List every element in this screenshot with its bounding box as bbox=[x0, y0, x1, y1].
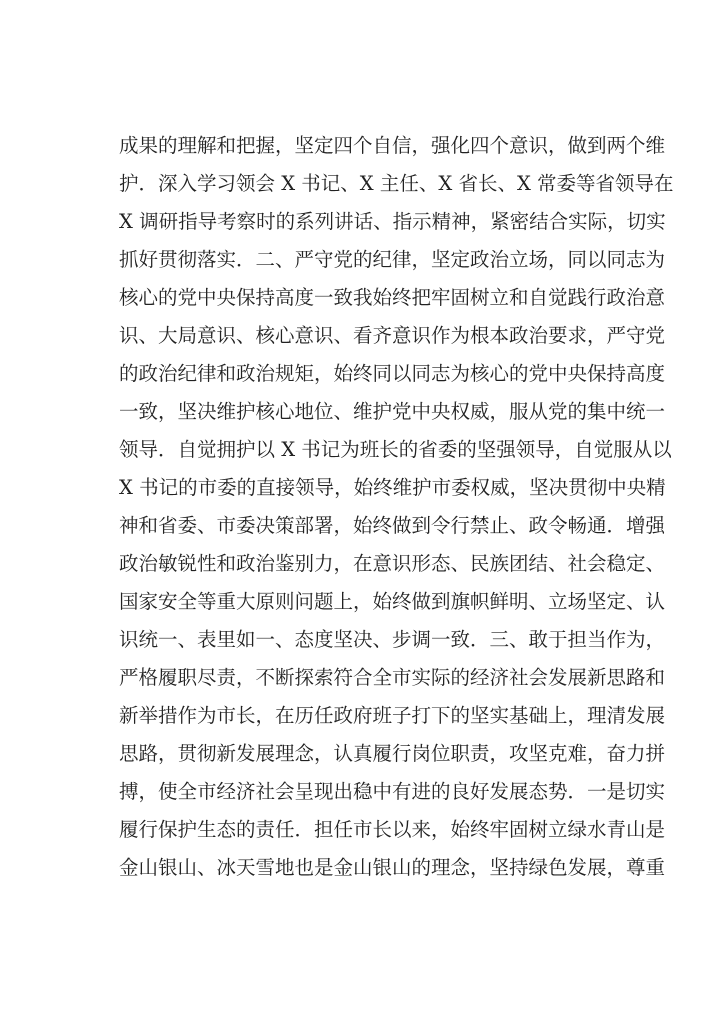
text-line: 政治敏锐性和政治鉴别力，在意识形态、民族团结、社会稳定、 bbox=[119, 552, 666, 575]
text-line: 履行保护生态的责任．担任市长以来，始终牢固树立绿水青山是 bbox=[119, 818, 666, 841]
text-line: X 书记的市委的直接领导，始终维护市委权威，坚决贯彻中央精 bbox=[119, 476, 666, 499]
text-line: 成果的理解和把握，坚定四个自信，强化四个意识，做到两个维 bbox=[119, 134, 666, 157]
text-line: 思路，贯彻新发展理念，认真履行岗位职责，攻坚克难，奋力拼 bbox=[119, 742, 666, 765]
text-line: 核心的党中央保持高度一致我始终把牢固树立和自觉践行政治意 bbox=[119, 286, 666, 309]
text-line: X 调研指导考察时的系列讲话、指示精神，紧密结合实际，切实 bbox=[119, 210, 666, 233]
text-line: 国家安全等重大原则问题上，始终做到旗帜鲜明、立场坚定、认 bbox=[119, 590, 666, 613]
text-line: 识、大局意识、核心意识、看齐意识作为根本政治要求，严守党 bbox=[119, 324, 666, 347]
text-line: 领导．自觉拥护以 X 书记为班长的省委的坚强领导，自觉服从以 bbox=[119, 438, 672, 461]
text-line: 神和省委、市委决策部署，始终做到令行禁止、政令畅通．增强 bbox=[119, 514, 666, 537]
text-line: 新举措作为市长，在历任政府班子打下的坚实基础上，理清发展 bbox=[119, 704, 666, 727]
text-line: 严格履职尽责，不断探索符合全市实际的经济社会发展新思路和 bbox=[119, 666, 666, 689]
text-line: 抓好贯彻落实．二、严守党的纪律，坚定政治立场，同以同志为 bbox=[119, 248, 666, 271]
text-line: 识统一、表里如一、态度坚决、步调一致．三、敢于担当作为， bbox=[119, 628, 666, 651]
text-line: 搏，使全市经济社会呈现出稳中有进的良好发展态势．一是切实 bbox=[119, 780, 666, 803]
text-line: 一致，坚决维护核心地位、维护党中央权威，服从党的集中统一 bbox=[119, 400, 666, 423]
text-line: 护．深入学习领会 X 书记、X 主任、X 省长、X 常委等省领导在 bbox=[119, 172, 674, 195]
body-paragraph bbox=[119, 131, 674, 891]
text-line: 的政治纪律和政治规矩，始终同以同志为核心的党中央保持高度 bbox=[119, 362, 666, 385]
text-line: 金山银山、冰天雪地也是金山银山的理念，坚持绿色发展，尊重 bbox=[119, 856, 666, 879]
